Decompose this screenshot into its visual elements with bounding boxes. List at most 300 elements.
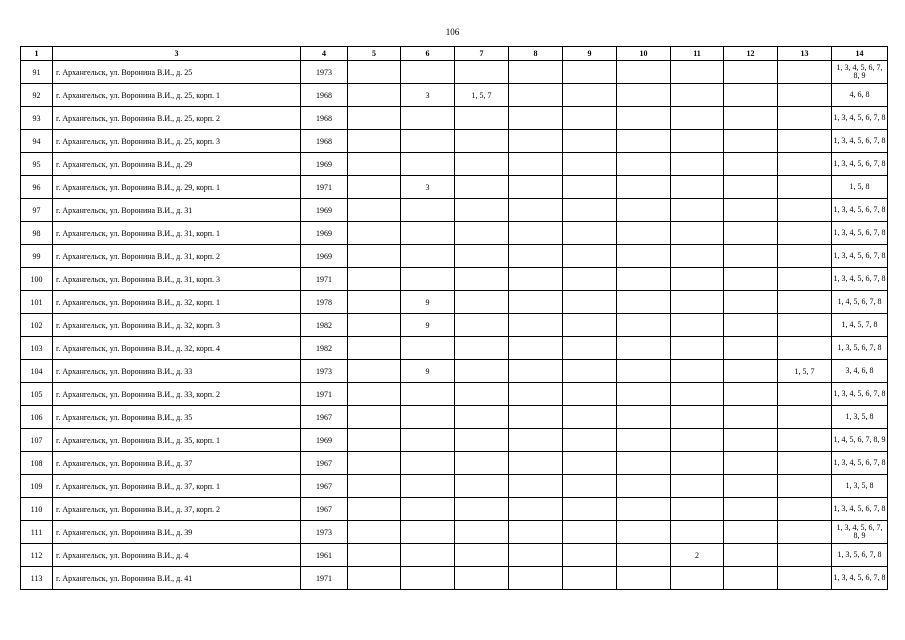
row-number-cell: 96 <box>21 176 53 199</box>
year-cell: 1968 <box>301 107 348 130</box>
column-12-cell <box>724 268 778 291</box>
column-9-cell <box>563 84 617 107</box>
column-5-cell <box>348 498 401 521</box>
column-9-cell <box>563 383 617 406</box>
column-7-cell <box>455 61 509 84</box>
column-7-cell <box>455 153 509 176</box>
column-8-cell <box>509 176 563 199</box>
column-10-cell <box>617 153 671 176</box>
column-11-cell <box>671 61 724 84</box>
year-cell: 1969 <box>301 245 348 268</box>
column-header: 4 <box>301 47 348 61</box>
address-cell: г. Архангельск, ул. Воронина В.И., д. 25 <box>53 61 301 84</box>
table-row <box>21 360 888 383</box>
column-11-cell <box>671 199 724 222</box>
column-9-cell <box>563 153 617 176</box>
column-14-cell: 1, 4, 5, 6, 7, 8, 9 <box>832 429 888 452</box>
year-cell: 1967 <box>301 406 348 429</box>
column-14-cell: 1, 3, 5, 8 <box>832 406 888 429</box>
address-cell: г. Архангельск, ул. Воронина В.И., д. 4 <box>53 544 301 567</box>
column-7-cell <box>455 406 509 429</box>
column-12-cell <box>724 153 778 176</box>
column-11-cell <box>671 429 724 452</box>
column-11-cell <box>671 84 724 107</box>
column-13-cell <box>778 107 832 130</box>
column-12-cell <box>724 567 778 590</box>
column-11-cell <box>671 406 724 429</box>
column-9-cell <box>563 314 617 337</box>
year-cell: 1973 <box>301 360 348 383</box>
column-9-cell <box>563 544 617 567</box>
column-11-cell <box>671 268 724 291</box>
column-header: 9 <box>563 47 617 61</box>
address-cell: г. Архангельск, ул. Воронина В.И., д. 35 <box>53 406 301 429</box>
column-14-cell: 1, 3, 4, 5, 6, 7, 8 <box>832 130 888 153</box>
column-13-cell <box>778 245 832 268</box>
year-cell: 1971 <box>301 268 348 291</box>
row-number-cell: 102 <box>21 314 53 337</box>
column-13-cell <box>778 268 832 291</box>
column-9-cell <box>563 521 617 544</box>
year-cell: 1969 <box>301 222 348 245</box>
column-9-cell <box>563 245 617 268</box>
column-7-cell <box>455 498 509 521</box>
column-12-cell <box>724 107 778 130</box>
column-10-cell <box>617 176 671 199</box>
column-9-cell <box>563 475 617 498</box>
column-10-cell <box>617 314 671 337</box>
column-9-cell <box>563 130 617 153</box>
column-9-cell <box>563 199 617 222</box>
column-6-cell <box>401 245 455 268</box>
column-8-cell <box>509 199 563 222</box>
year-cell: 1982 <box>301 337 348 360</box>
address-cell: г. Архангельск, ул. Воронина В.И., д. 29, корп. 1 <box>53 176 301 199</box>
row-number-cell: 92 <box>21 84 53 107</box>
column-5-cell <box>348 383 401 406</box>
data-table <box>20 46 888 590</box>
table-row <box>21 337 888 360</box>
table-row <box>21 176 888 199</box>
column-5-cell <box>348 475 401 498</box>
column-5-cell <box>348 521 401 544</box>
column-13-cell <box>778 337 832 360</box>
row-number-cell: 99 <box>21 245 53 268</box>
address-cell: г. Архангельск, ул. Воронина В.И., д. 32, корп. 3 <box>53 314 301 337</box>
table-row <box>21 498 888 521</box>
table-row <box>21 199 888 222</box>
column-9-cell <box>563 406 617 429</box>
column-7-cell <box>455 429 509 452</box>
table-row <box>21 61 888 84</box>
column-14-cell: 1, 3, 4, 5, 6, 7, 8 <box>832 498 888 521</box>
table-row <box>21 429 888 452</box>
column-header: 3 <box>53 47 301 61</box>
address-cell: г. Архангельск, ул. Воронина В.И., д. 33, корп. 2 <box>53 383 301 406</box>
column-7-cell <box>455 107 509 130</box>
column-7-cell <box>455 176 509 199</box>
column-5-cell <box>348 84 401 107</box>
column-5-cell <box>348 406 401 429</box>
column-13-cell <box>778 452 832 475</box>
column-8-cell <box>509 521 563 544</box>
column-10-cell <box>617 360 671 383</box>
column-12-cell <box>724 222 778 245</box>
table-body <box>21 61 888 590</box>
column-8-cell <box>509 130 563 153</box>
column-6-cell <box>401 567 455 590</box>
column-14-cell: 1, 3, 4, 5, 6, 7, 8 <box>832 383 888 406</box>
row-number-cell: 93 <box>21 107 53 130</box>
address-cell: г. Архангельск, ул. Воронина В.И., д. 25, корп. 2 <box>53 107 301 130</box>
row-number-cell: 111 <box>21 521 53 544</box>
column-14-cell: 1, 3, 4, 5, 6, 7, 8 <box>832 153 888 176</box>
address-cell: г. Архангельск, ул. Воронина В.И., д. 32, корп. 1 <box>53 291 301 314</box>
year-cell: 1982 <box>301 314 348 337</box>
column-14-cell: 1, 3, 4, 5, 6, 7, 8 <box>832 245 888 268</box>
year-cell: 1971 <box>301 567 348 590</box>
table-row <box>21 84 888 107</box>
column-7-cell <box>455 337 509 360</box>
column-6-cell <box>401 406 455 429</box>
table-row <box>21 475 888 498</box>
column-10-cell <box>617 291 671 314</box>
column-8-cell <box>509 406 563 429</box>
column-11-cell <box>671 222 724 245</box>
table-row <box>21 452 888 475</box>
row-number-cell: 100 <box>21 268 53 291</box>
column-7-cell <box>455 360 509 383</box>
address-cell: г. Архангельск, ул. Воронина В.И., д. 37, корп. 1 <box>53 475 301 498</box>
column-5-cell <box>348 130 401 153</box>
row-number-cell: 113 <box>21 567 53 590</box>
column-10-cell <box>617 544 671 567</box>
column-7-cell <box>455 383 509 406</box>
column-11-cell <box>671 130 724 153</box>
column-6-cell <box>401 452 455 475</box>
column-8-cell <box>509 452 563 475</box>
column-7-cell <box>455 544 509 567</box>
address-cell: г. Архангельск, ул. Воронина В.И., д. 32, корп. 4 <box>53 337 301 360</box>
column-6-cell <box>401 383 455 406</box>
column-14-cell: 1, 4, 5, 6, 7, 8 <box>832 291 888 314</box>
column-8-cell <box>509 153 563 176</box>
column-header: 5 <box>348 47 401 61</box>
column-9-cell <box>563 337 617 360</box>
column-5-cell <box>348 567 401 590</box>
column-14-cell: 1, 3, 5, 6, 7, 8 <box>832 544 888 567</box>
column-8-cell <box>509 291 563 314</box>
column-13-cell <box>778 544 832 567</box>
column-9-cell <box>563 107 617 130</box>
year-cell: 1969 <box>301 199 348 222</box>
table-row <box>21 521 888 544</box>
column-13-cell <box>778 130 832 153</box>
table-row <box>21 107 888 130</box>
column-6-cell <box>401 337 455 360</box>
column-14-cell: 1, 3, 5, 8 <box>832 475 888 498</box>
year-cell: 1967 <box>301 452 348 475</box>
column-12-cell <box>724 84 778 107</box>
address-cell: г. Архангельск, ул. Воронина В.И., д. 39 <box>53 521 301 544</box>
address-cell: г. Архангельск, ул. Воронина В.И., д. 33 <box>53 360 301 383</box>
address-cell: г. Архангельск, ул. Воронина В.И., д. 37 <box>53 452 301 475</box>
column-10-cell <box>617 429 671 452</box>
column-6-cell: 9 <box>401 314 455 337</box>
column-13-cell <box>778 84 832 107</box>
column-5-cell <box>348 199 401 222</box>
column-12-cell <box>724 199 778 222</box>
year-cell: 1968 <box>301 130 348 153</box>
column-9-cell <box>563 222 617 245</box>
column-10-cell <box>617 199 671 222</box>
column-10-cell <box>617 84 671 107</box>
column-10-cell <box>617 567 671 590</box>
row-number-cell: 98 <box>21 222 53 245</box>
page-number: 106 <box>445 27 460 37</box>
column-8-cell <box>509 544 563 567</box>
column-14-cell: 4, 6, 8 <box>832 84 888 107</box>
column-13-cell <box>778 314 832 337</box>
address-cell: г. Архангельск, ул. Воронина В.И., д. 31, корп. 3 <box>53 268 301 291</box>
year-cell: 1967 <box>301 475 348 498</box>
address-cell: г. Архангельск, ул. Воронина В.И., д. 31, корп. 1 <box>53 222 301 245</box>
column-12-cell <box>724 544 778 567</box>
column-5-cell <box>348 360 401 383</box>
column-12-cell <box>724 291 778 314</box>
column-14-cell: 1, 3, 4, 5, 6, 7, 8 <box>832 452 888 475</box>
column-12-cell <box>724 337 778 360</box>
column-5-cell <box>348 452 401 475</box>
row-number-cell: 103 <box>21 337 53 360</box>
row-number-cell: 97 <box>21 199 53 222</box>
column-5-cell <box>348 314 401 337</box>
year-cell: 1973 <box>301 61 348 84</box>
address-cell: г. Архангельск, ул. Воронина В.И., д. 25, корп. 1 <box>53 84 301 107</box>
column-7-cell <box>455 130 509 153</box>
column-8-cell <box>509 498 563 521</box>
column-9-cell <box>563 429 617 452</box>
column-12-cell <box>724 521 778 544</box>
column-11-cell <box>671 107 724 130</box>
column-12-cell <box>724 429 778 452</box>
column-5-cell <box>348 337 401 360</box>
column-14-cell: 1, 3, 4, 5, 6, 7, 8 <box>832 222 888 245</box>
column-12-cell <box>724 176 778 199</box>
column-14-cell: 1, 3, 4, 5, 6, 7, 8 <box>832 199 888 222</box>
column-header: 13 <box>778 47 832 61</box>
column-header: 7 <box>455 47 509 61</box>
column-10-cell <box>617 452 671 475</box>
column-6-cell <box>401 498 455 521</box>
column-10-cell <box>617 498 671 521</box>
column-8-cell <box>509 475 563 498</box>
column-10-cell <box>617 245 671 268</box>
column-6-cell <box>401 521 455 544</box>
table-row <box>21 291 888 314</box>
column-6-cell <box>401 199 455 222</box>
column-9-cell <box>563 291 617 314</box>
column-12-cell <box>724 498 778 521</box>
row-number-cell: 107 <box>21 429 53 452</box>
column-header: 10 <box>617 47 671 61</box>
column-10-cell <box>617 222 671 245</box>
row-number-cell: 94 <box>21 130 53 153</box>
column-5-cell <box>348 268 401 291</box>
table-row <box>21 245 888 268</box>
column-13-cell <box>778 567 832 590</box>
column-5-cell <box>348 222 401 245</box>
column-10-cell <box>617 475 671 498</box>
table-row <box>21 268 888 291</box>
column-7-cell <box>455 567 509 590</box>
row-number-cell: 112 <box>21 544 53 567</box>
column-header: 11 <box>671 47 724 61</box>
column-8-cell <box>509 84 563 107</box>
address-cell: г. Архангельск, ул. Воронина В.И., д. 31, корп. 2 <box>53 245 301 268</box>
column-14-cell: 1, 3, 4, 5, 6, 7, 8 <box>832 268 888 291</box>
column-14-cell: 3, 4, 6, 8 <box>832 360 888 383</box>
column-7-cell <box>455 314 509 337</box>
row-number-cell: 104 <box>21 360 53 383</box>
column-6-cell <box>401 544 455 567</box>
column-12-cell <box>724 406 778 429</box>
year-cell: 1969 <box>301 153 348 176</box>
column-11-cell <box>671 245 724 268</box>
year-cell: 1973 <box>301 521 348 544</box>
column-6-cell: 3 <box>401 84 455 107</box>
column-9-cell <box>563 61 617 84</box>
column-9-cell <box>563 268 617 291</box>
column-12-cell <box>724 452 778 475</box>
column-6-cell: 9 <box>401 360 455 383</box>
column-6-cell: 3 <box>401 176 455 199</box>
column-9-cell <box>563 176 617 199</box>
row-number-cell: 108 <box>21 452 53 475</box>
table-row <box>21 153 888 176</box>
column-header: 6 <box>401 47 455 61</box>
column-10-cell <box>617 406 671 429</box>
column-header: 14 <box>832 47 888 61</box>
column-8-cell <box>509 337 563 360</box>
column-13-cell <box>778 383 832 406</box>
column-7-cell <box>455 475 509 498</box>
row-number-cell: 101 <box>21 291 53 314</box>
column-9-cell <box>563 567 617 590</box>
table-row <box>21 406 888 429</box>
column-6-cell: 9 <box>401 291 455 314</box>
address-cell: г. Архангельск, ул. Воронина В.И., д. 25, корп. 3 <box>53 130 301 153</box>
column-14-cell: 1, 3, 4, 5, 6, 7, 8 <box>832 107 888 130</box>
column-10-cell <box>617 521 671 544</box>
column-9-cell <box>563 452 617 475</box>
column-11-cell: 2 <box>671 544 724 567</box>
column-6-cell <box>401 130 455 153</box>
column-5-cell <box>348 291 401 314</box>
row-number-cell: 110 <box>21 498 53 521</box>
column-13-cell <box>778 222 832 245</box>
column-13-cell <box>778 199 832 222</box>
column-13-cell <box>778 498 832 521</box>
column-10-cell <box>617 268 671 291</box>
column-6-cell <box>401 153 455 176</box>
column-7-cell <box>455 199 509 222</box>
column-5-cell <box>348 61 401 84</box>
column-8-cell <box>509 383 563 406</box>
column-14-cell: 1, 3, 4, 5, 6, 7, 8, 9 <box>832 61 888 84</box>
column-11-cell <box>671 383 724 406</box>
year-cell: 1971 <box>301 176 348 199</box>
column-12-cell <box>724 383 778 406</box>
row-number-cell: 105 <box>21 383 53 406</box>
column-11-cell <box>671 337 724 360</box>
column-6-cell <box>401 222 455 245</box>
year-cell: 1961 <box>301 544 348 567</box>
column-12-cell <box>724 61 778 84</box>
column-11-cell <box>671 452 724 475</box>
column-5-cell <box>348 429 401 452</box>
column-13-cell <box>778 176 832 199</box>
year-cell: 1971 <box>301 383 348 406</box>
column-13-cell <box>778 61 832 84</box>
row-number-cell: 95 <box>21 153 53 176</box>
column-12-cell <box>724 360 778 383</box>
column-11-cell <box>671 314 724 337</box>
column-8-cell <box>509 314 563 337</box>
row-number-cell: 91 <box>21 61 53 84</box>
column-7-cell <box>455 245 509 268</box>
column-11-cell <box>671 521 724 544</box>
column-11-cell <box>671 498 724 521</box>
column-5-cell <box>348 544 401 567</box>
column-14-cell: 1, 3, 4, 5, 6, 7, 8, 9 <box>832 521 888 544</box>
column-6-cell <box>401 475 455 498</box>
column-5-cell <box>348 176 401 199</box>
table-row <box>21 567 888 590</box>
address-cell: г. Архангельск, ул. Воронина В.И., д. 41 <box>53 567 301 590</box>
column-8-cell <box>509 268 563 291</box>
column-7-cell <box>455 268 509 291</box>
column-9-cell <box>563 498 617 521</box>
column-10-cell <box>617 130 671 153</box>
column-6-cell <box>401 429 455 452</box>
address-cell: г. Архангельск, ул. Воронина В.И., д. 37, корп. 2 <box>53 498 301 521</box>
column-6-cell <box>401 268 455 291</box>
row-number-cell: 109 <box>21 475 53 498</box>
column-12-cell <box>724 475 778 498</box>
column-12-cell <box>724 314 778 337</box>
column-9-cell <box>563 360 617 383</box>
column-6-cell <box>401 107 455 130</box>
column-8-cell <box>509 429 563 452</box>
year-cell: 1968 <box>301 84 348 107</box>
column-11-cell <box>671 360 724 383</box>
column-14-cell: 1, 3, 4, 5, 6, 7, 8 <box>832 567 888 590</box>
row-number-cell: 106 <box>21 406 53 429</box>
table-header-row <box>21 47 888 61</box>
column-10-cell <box>617 107 671 130</box>
column-11-cell <box>671 291 724 314</box>
column-14-cell: 1, 5, 8 <box>832 176 888 199</box>
column-11-cell <box>671 153 724 176</box>
column-8-cell <box>509 107 563 130</box>
column-6-cell <box>401 61 455 84</box>
column-14-cell: 1, 4, 5, 7, 8 <box>832 314 888 337</box>
column-header: 1 <box>21 47 53 61</box>
column-8-cell <box>509 567 563 590</box>
column-12-cell <box>724 245 778 268</box>
column-8-cell <box>509 360 563 383</box>
